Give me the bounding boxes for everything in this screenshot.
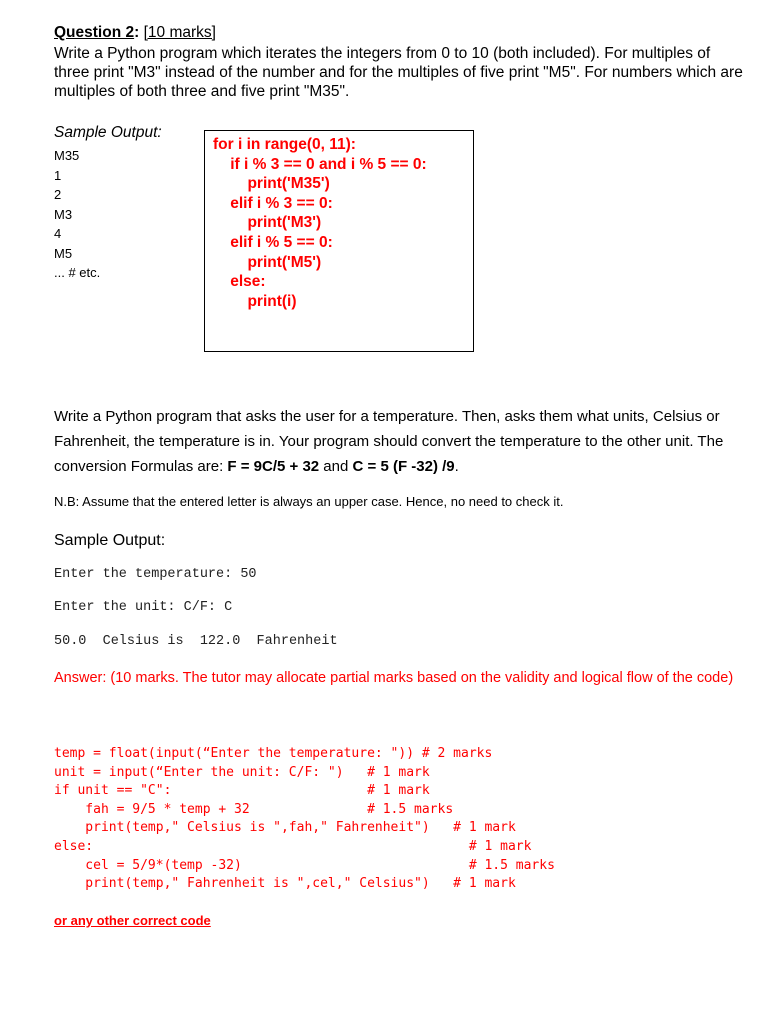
sample-output-line: M3: [54, 206, 73, 222]
code-line: else: # 1 mark: [54, 838, 532, 854]
sample-output-line: 4: [54, 226, 62, 241]
sample-output-line: 2: [54, 187, 62, 202]
other-correct-code-note: or any other correct code: [54, 913, 211, 928]
question-2-text: [54, 404, 744, 479]
sample-output-line-3: 50.0 Celsius is 122.0 Fahrenheit: [54, 634, 338, 649]
code-line: if i % 3 == 0 and i % 5 == 0:: [213, 155, 427, 173]
code-line: print('M35'): [213, 175, 330, 193]
answer-code-1: [213, 135, 427, 311]
sample-output-line: M5: [54, 245, 73, 261]
code-line: print(i): [213, 292, 297, 310]
question-marks: [10 marks]: [143, 24, 216, 41]
question-heading: [54, 24, 216, 42]
q2-period: .: [454, 458, 459, 475]
sample-output-title-2: Sample Output:: [54, 532, 166, 549]
formula-celsius: C = 5 (F -32) /9: [352, 458, 455, 475]
sample-output-lines-1: [54, 146, 100, 283]
formula-fahrenheit: F = 9C/5 + 32: [227, 458, 320, 475]
answer-text: Answer: (10 marks. The tutor may allocate partial marks based on the validity and logical flow of the code): [54, 670, 734, 686]
sample-output-line: M35: [54, 148, 80, 163]
question-text: Write a Python program which iterates the integers from 0 to 10 (both included). For multiples of three print "M3" instead of the number and for the multiples of five print "M5". For numbers which are multiples of both three and five print "M35".: [54, 45, 743, 100]
code-line: else:: [213, 273, 266, 291]
answer-code-box: [204, 130, 474, 352]
code-line: print(temp," Fahrenheit is ",cel," Celsius") # 1 mark: [54, 876, 516, 892]
sample-output-line-2: Enter the unit: C/F: C: [54, 600, 233, 615]
sample-output-title-1: Sample Output:: [54, 124, 162, 141]
answer-code-2: [54, 745, 555, 894]
code-line: unit = input(“Enter the unit: C/F: ") # 1 mark: [54, 764, 430, 780]
code-line: print('M5'): [213, 253, 322, 271]
sample-output-line: 1: [54, 167, 62, 183]
code-line: fah = 9/5 * temp + 32 # 1.5 marks: [54, 801, 454, 817]
code-line: if unit == "C": # 1 mark: [54, 783, 430, 799]
code-line: elif i % 3 == 0:: [213, 194, 333, 212]
sample-output-line: ... # etc.: [54, 265, 101, 280]
code-line: cel = 5/9*(temp -32) # 1.5 marks: [54, 857, 555, 873]
code-line: temp = float(input(“Enter the temperature: ")) # 2 marks: [54, 746, 493, 761]
question-label: Question 2: [54, 24, 135, 41]
sample-output-line-1: Enter the temperature: 50: [54, 567, 257, 582]
question-colon: :: [134, 24, 140, 41]
code-line: print('M3'): [213, 214, 322, 232]
q2-and: and: [319, 458, 353, 475]
code-line: print(temp," Celsius is ",fah," Fahrenheit") # 1 mark: [54, 820, 516, 836]
nb-note: N.B: Assume that the entered letter is always an upper case. Hence, no need to check it.: [54, 494, 564, 509]
code-line: for i in range(0, 11):: [213, 136, 356, 153]
code-line: elif i % 5 == 0:: [213, 233, 333, 251]
q2-body: Write a Python program that asks the user for a temperature. Then, asks them what units, Celsius or Fahrenheit, the temperature is in. Your program should convert the temperature to the other unit. The conversion Formulas are:: [54, 408, 724, 475]
